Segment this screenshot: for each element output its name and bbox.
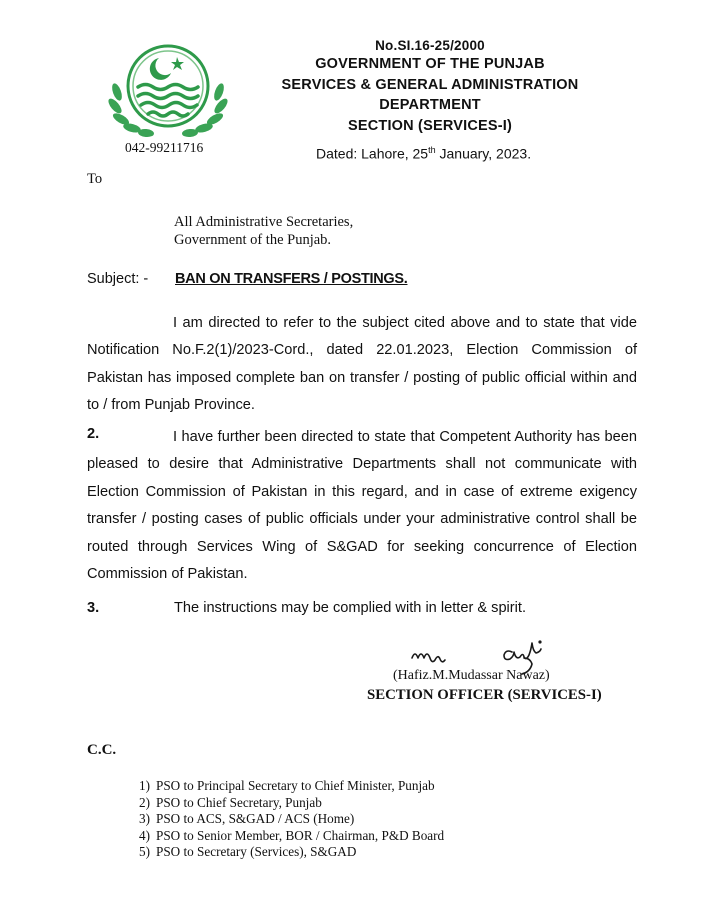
paragraph-1: I am directed to refer to the subject cited above and to state that vide Notification No.F.2(1)/2023-Cord., dated 22.01.2023, Election Commission of Pakistan has imposed complete ban on transfer / posting of public official within and to / from Punjab Province.	[87, 315, 637, 414]
cc-item-text: PSO to Secretary (Services), S&GAD	[156, 844, 357, 860]
date-suffix: January, 2023.	[435, 145, 532, 162]
cc-item-number: 3)	[139, 811, 150, 827]
cc-list-item	[122, 844, 444, 861]
letter-date	[316, 145, 531, 162]
cc-list-item	[122, 811, 444, 828]
cc-list-item	[122, 795, 444, 812]
cc-item-number: 2)	[139, 794, 150, 810]
addressee-line-1: All Administrative Secretaries,	[174, 214, 354, 230]
subject-label: Subject: -	[87, 271, 149, 287]
cc-list	[122, 778, 444, 861]
date-superscript: th	[428, 145, 436, 155]
cc-item-text: PSO to Principal Secretary to Chief Minister, Punjab	[156, 778, 435, 793]
cc-item-number: 4)	[139, 827, 150, 843]
cc-list-item	[122, 828, 444, 845]
to-label: To	[87, 171, 103, 187]
paragraph-2: I have further been directed to state that Competent Authority has been pleased to desire that Administrative Departments shall not communicate with Election Commission of Pakistan in this regard, and in case of extreme exigency transfer / posting cases of public officials under your administrative control shall be routed through Services Wing of S&GAD for seeking concurrence of Election Commission of Pakistan.	[87, 429, 637, 583]
date-prefix: Dated: Lahore, 25	[316, 145, 429, 162]
phone-number: 042-99211716	[125, 140, 204, 155]
paragraph-3: The instructions may be complied with in letter & spirit.	[174, 600, 527, 616]
reference-number: No.SI.16-25/2000	[375, 38, 485, 53]
header-line-department-name: SERVICES & GENERAL ADMINISTRATION	[281, 77, 579, 93]
cc-item-text: PSO to ACS, S&GAD / ACS (Home)	[156, 811, 355, 827]
cc-item-number: 1)	[139, 778, 150, 793]
cc-label: C.C.	[87, 742, 117, 758]
subject-text: BAN ON TRANSFERS / POSTINGS.	[175, 271, 408, 287]
punjab-government-emblem-icon	[103, 40, 233, 140]
cc-item-number: 5)	[139, 844, 150, 860]
cc-item-text: PSO to Senior Member, BOR / Chairman, P&D Board	[156, 827, 445, 843]
signatory-designation: SECTION OFFICER (SERVICES-I)	[367, 687, 602, 703]
header-line-government: GOVERNMENT OF THE PUNJAB	[315, 56, 545, 72]
signatory-name: (Hafiz.M.Mudassar Nawaz)	[393, 668, 550, 683]
paragraph-3-number: 3.	[87, 600, 100, 616]
cc-item-text: PSO to Chief Secretary, Punjab	[156, 794, 322, 810]
header-line-department: DEPARTMENT	[379, 97, 481, 113]
cc-list-item	[122, 778, 444, 795]
addressee-line-2: Government of the Punjab.	[174, 232, 332, 248]
header-line-section: SECTION (SERVICES-I)	[347, 118, 513, 134]
paragraph-2-number: 2.	[87, 426, 100, 442]
